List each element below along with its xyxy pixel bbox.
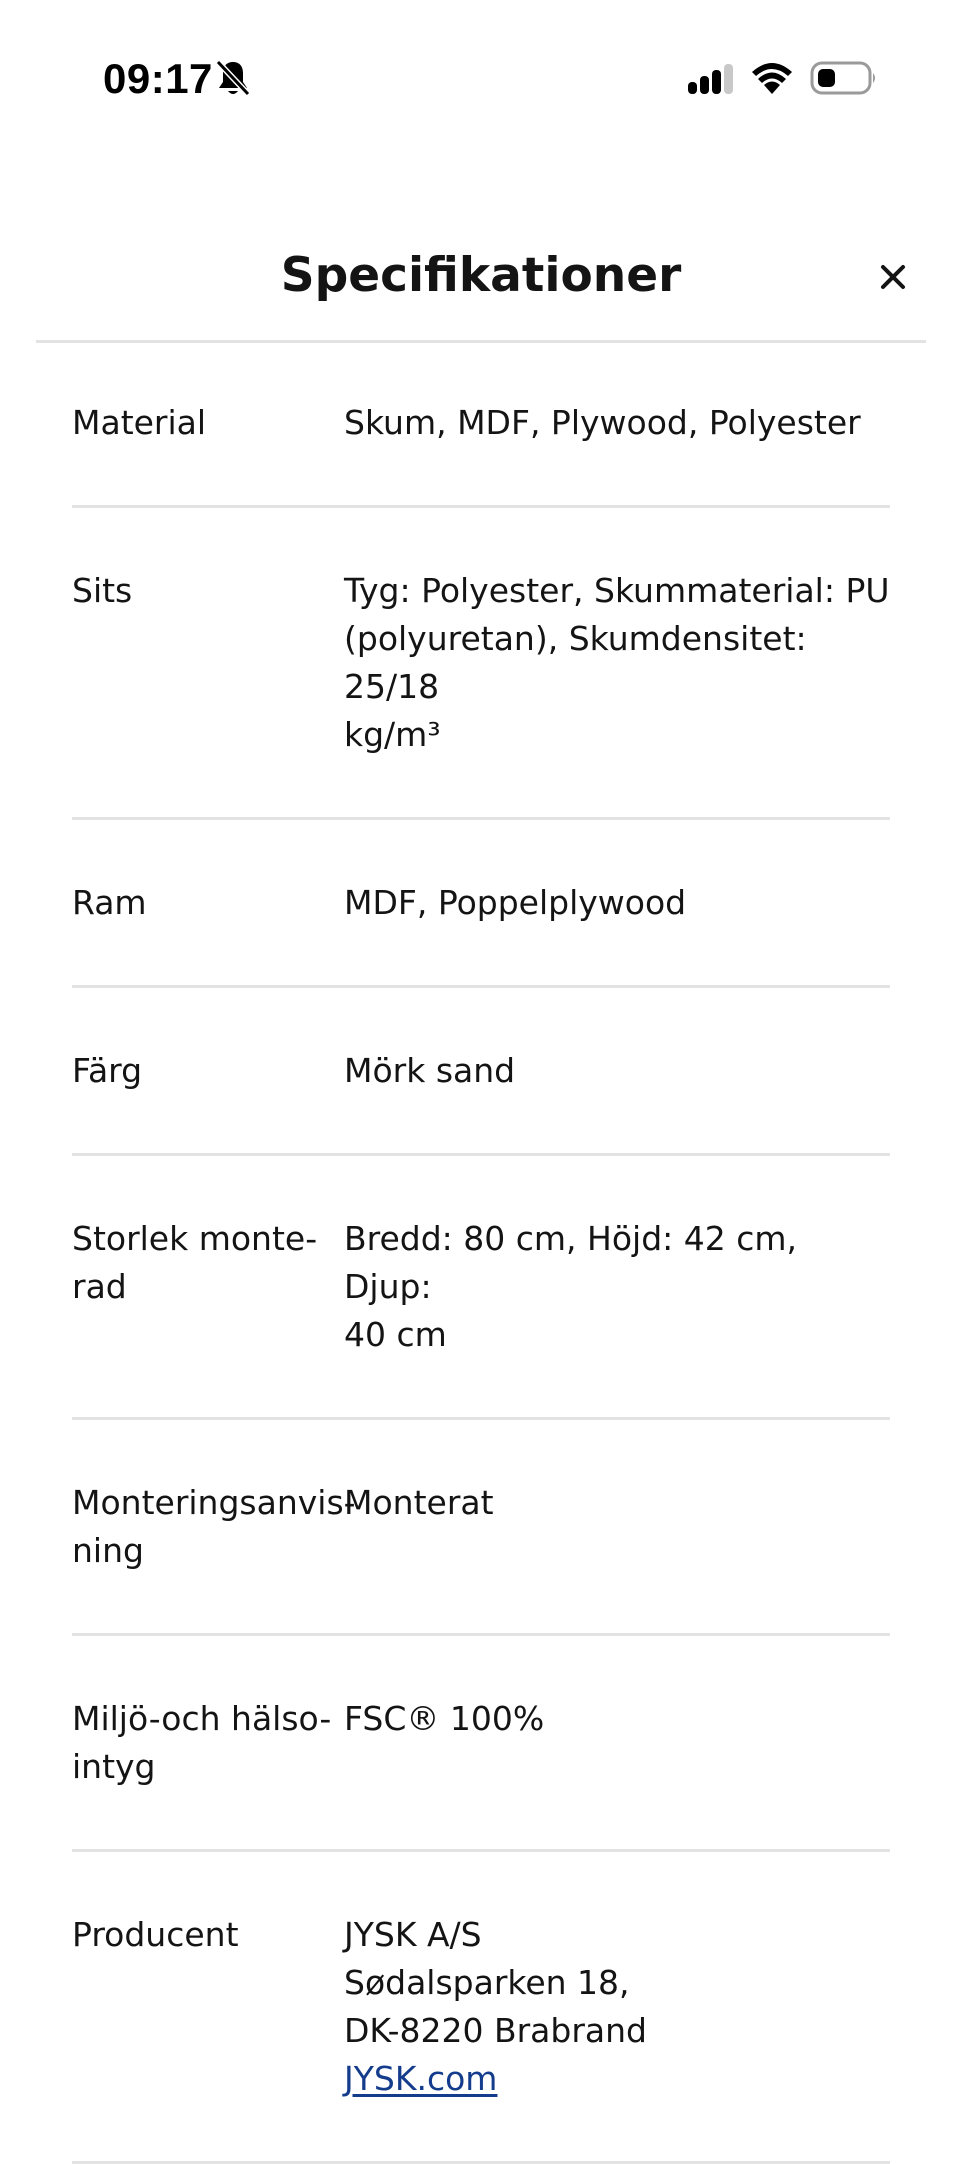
sheet-header [36,230,926,343]
spec-label: Sits [72,571,133,610]
spec-value: JYSK A/S Sødalsparken 18, DK-8220 Brabrand [344,1915,647,2050]
producer-website-link[interactable]: JYSK.com [344,2059,498,2098]
spec-row-storlek [72,1156,890,1420]
spec-value: Tyg: Polyester, Skummaterial: PU (polyuretan), Skumdensitet: 25/18 kg/m³ [344,571,890,754]
spec-value: Skum, MDF, Plywood, Polyester [344,403,861,442]
spec-label: Monteringsanvis- ning [72,1483,356,1570]
status-time: 09:17 [103,55,213,102]
spec-label: Material [72,403,207,442]
battery-icon [810,60,878,96]
spec-label: Färg [72,1051,143,1090]
close-icon[interactable] [879,263,907,291]
spec-list [72,340,890,2164]
wifi-icon [750,60,794,96]
spec-label: Miljö-och hälso- intyg [72,1699,332,1786]
spec-row-producent [72,1852,890,2164]
close-button[interactable] [868,252,918,302]
spec-value: Monterat [344,1483,494,1522]
page-title: Specifikationer [280,248,682,303]
spec-row-material [72,340,890,508]
spec-value-container [344,1911,890,2103]
spec-row-miljo [72,1636,890,1852]
spec-label: Ram [72,883,147,922]
bell-off-icon [215,58,251,98]
spec-value: FSC® 100% [344,1699,545,1738]
spec-value: MDF, Poppelplywood [344,883,687,922]
spec-value: Mörk sand [344,1051,516,1090]
signal-icon [688,62,736,96]
spec-label: Producent [72,1915,239,1954]
spec-label: Storlek monte- rad [72,1219,318,1306]
spec-value: Bredd: 80 cm, Höjd: 42 cm, Djup: 40 cm [344,1219,798,1354]
spec-row-montering [72,1420,890,1636]
spec-row-ram [72,820,890,988]
spec-row-farg [72,988,890,1156]
spec-row-sits [72,508,890,820]
status-bar [0,0,960,150]
